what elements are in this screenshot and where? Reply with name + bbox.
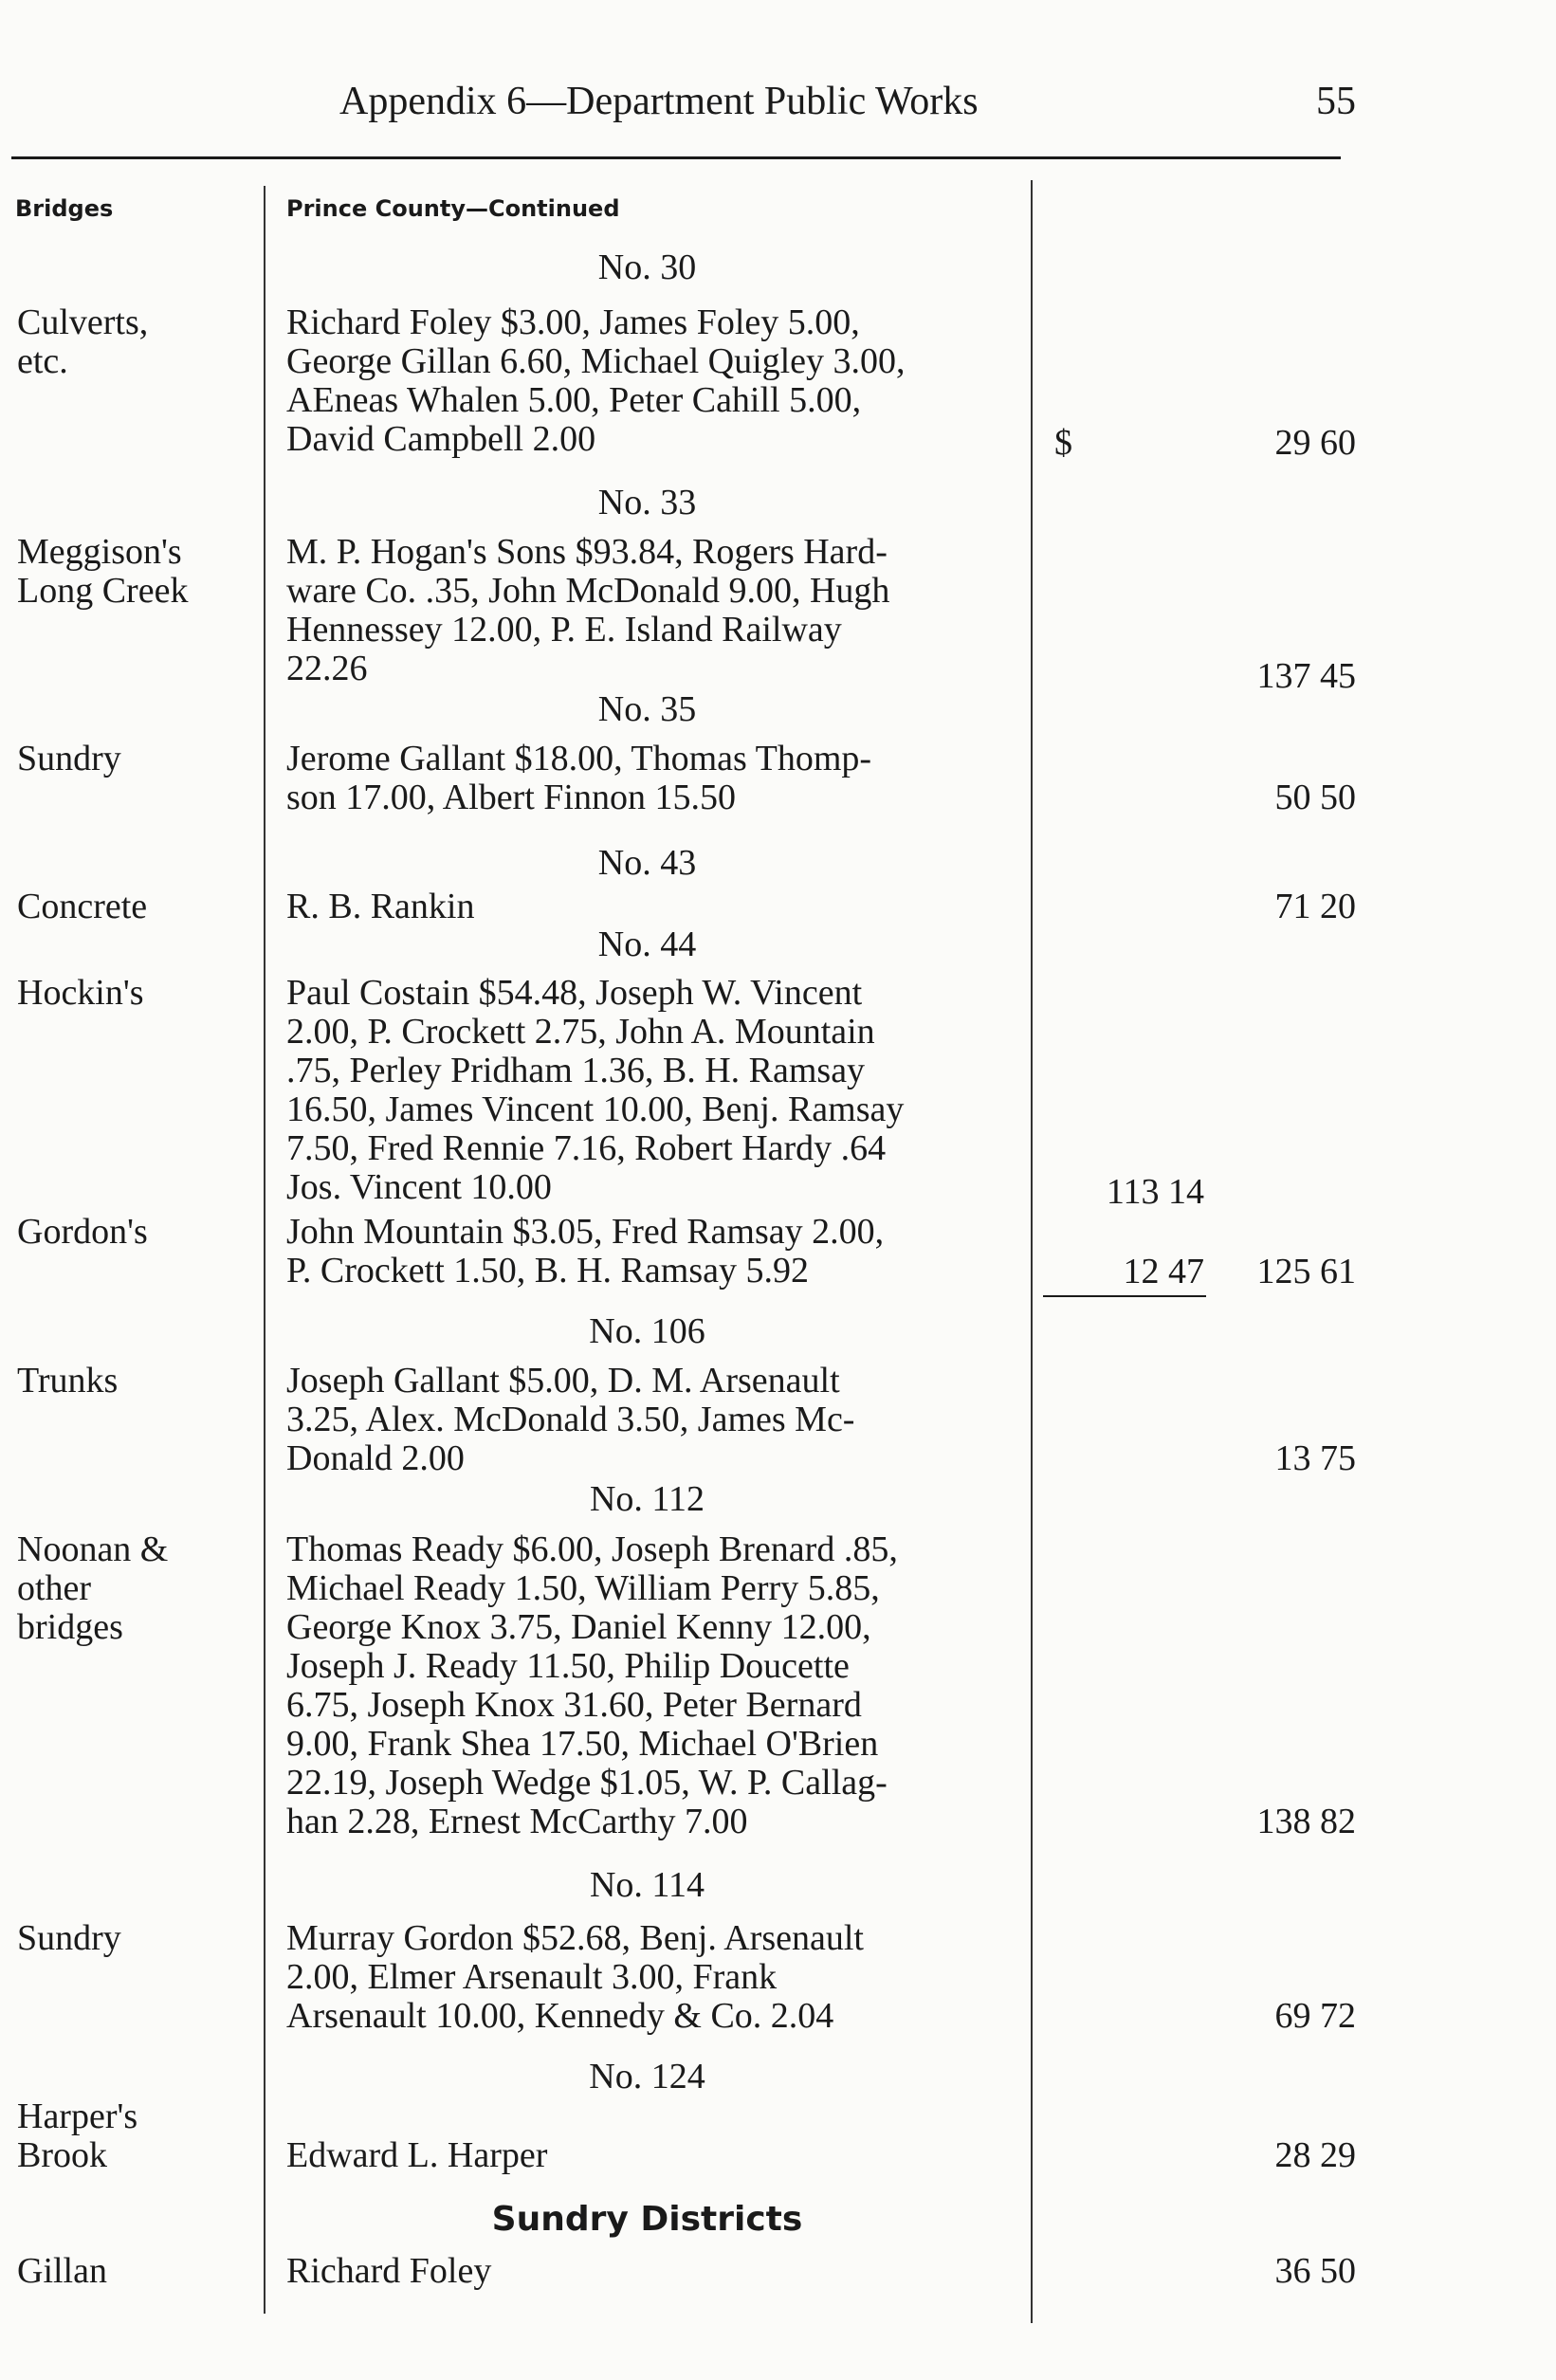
entry-number: No. 33 <box>597 483 697 522</box>
entry-number: No. 124 <box>589 2057 705 2096</box>
entry-line: Donald 2.00 <box>286 1438 465 1478</box>
subtotal-amount: 12 47 <box>1123 1252 1204 1291</box>
entry-line: Paul Costain $54.48, Joseph W. Vincent <box>286 973 863 1013</box>
side-label: Meggison's <box>17 532 182 572</box>
entry-number: No. 114 <box>589 1865 705 1905</box>
entry-line: .75, Perley Pridham 1.36, B. H. Ramsay <box>286 1051 866 1090</box>
entry-number: No. 35 <box>597 689 697 729</box>
entry-line: George Gillan 6.60, Michael Quigley 3.00, <box>286 341 906 381</box>
header-rule <box>11 156 1341 159</box>
subtotal-amount: 113 14 <box>1106 1172 1204 1212</box>
prince-county-heading: Prince County—Continued <box>286 195 620 222</box>
side-label: Concrete <box>17 887 148 926</box>
side-label: Trunks <box>17 1361 119 1401</box>
entry-line: Richard Foley $3.00, James Foley 5.00, <box>286 302 860 342</box>
entry-line: ware Co. .35, John McDonald 9.00, Hugh <box>286 571 890 611</box>
entry-line: son 17.00, Albert Finnon 15.50 <box>286 778 736 817</box>
entry-line: 3.25, Alex. McDonald 3.50, James Mc- <box>286 1400 855 1439</box>
entry-line: Jos. Vincent 10.00 <box>286 1167 552 1207</box>
subtotal-rule <box>1043 1295 1206 1297</box>
page-number: 55 <box>1316 80 1356 123</box>
total-amount: 36 50 <box>1274 2251 1356 2291</box>
entry-line: 2.00, Elmer Arsenault 3.00, Frank <box>286 1957 778 1997</box>
entry-line: 22.19, Joseph Wedge $1.05, W. P. Callag- <box>286 1763 888 1803</box>
total-amount: 71 20 <box>1274 887 1356 926</box>
column-divider-right <box>1031 180 1033 2323</box>
entry-line: 2.00, P. Crockett 2.75, John A. Mountain <box>286 1012 875 1052</box>
entry-line: Michael Ready 1.50, William Perry 5.85, <box>286 1568 880 1608</box>
side-label: Noonan & <box>17 1529 169 1569</box>
currency-symbol: $ <box>1054 423 1072 463</box>
entry-number: No. 106 <box>589 1311 705 1351</box>
side-label: other <box>17 1568 92 1608</box>
section-heading: Sundry Districts <box>491 2200 803 2239</box>
entry-line: han 2.28, Ernest McCarthy 7.00 <box>286 1802 748 1841</box>
side-label: Harper's <box>17 2096 138 2136</box>
entry-line: Hennessey 12.00, P. E. Island Railway <box>286 610 842 650</box>
side-label: Hockin's <box>17 973 144 1013</box>
bridges-column-heading: Bridges <box>15 195 114 222</box>
entry-line: Murray Gordon $52.68, Benj. Arsenault <box>286 1918 864 1958</box>
entry-line: 7.50, Fred Rennie 7.16, Robert Hardy .64 <box>286 1128 887 1168</box>
entry-number: No. 30 <box>597 247 697 287</box>
entry-line: 9.00, Frank Shea 17.50, Michael O'Brien <box>286 1724 879 1764</box>
entry-line: R. B. Rankin <box>286 887 475 926</box>
entry-line: M. P. Hogan's Sons $93.84, Rogers Hard- <box>286 532 888 572</box>
entry-line: 16.50, James Vincent 10.00, Benj. Ramsay <box>286 1089 905 1129</box>
side-label: Gordon's <box>17 1212 148 1252</box>
entry-line: AEneas Whalen 5.00, Peter Cahill 5.00, <box>286 380 862 420</box>
entry-line: 6.75, Joseph Knox 31.60, Peter Bernard <box>286 1685 862 1725</box>
side-label: etc. <box>17 341 68 381</box>
side-label: Sundry <box>17 1918 121 1958</box>
entry-line: George Knox 3.75, Daniel Kenny 12.00, <box>286 1607 871 1647</box>
entry-line: Joseph Gallant $5.00, D. M. Arsenault <box>286 1361 840 1401</box>
entry-line: John Mountain $3.05, Fred Ramsay 2.00, <box>286 1212 885 1252</box>
entry-line: Arsenault 10.00, Kennedy & Co. 2.04 <box>286 1996 834 2036</box>
entry-line: David Campbell 2.00 <box>286 419 596 459</box>
entry-line: Edward L. Harper <box>286 2135 548 2175</box>
side-label: Culverts, <box>17 302 149 342</box>
entry-number: No. 43 <box>597 843 697 883</box>
entry-line: 22.26 <box>286 649 368 688</box>
total-amount: 137 45 <box>1256 656 1356 696</box>
page-title: Appendix 6—Department Public Works <box>339 80 979 123</box>
entry-line: Thomas Ready $6.00, Joseph Brenard .85, <box>286 1529 898 1569</box>
total-amount: 138 82 <box>1256 1802 1356 1841</box>
total-amount: 50 50 <box>1274 778 1356 817</box>
side-label: Brook <box>17 2135 107 2175</box>
total-amount: 69 72 <box>1274 1996 1356 2036</box>
side-label: Long Creek <box>17 571 189 611</box>
entry-line: Richard Foley <box>286 2251 492 2291</box>
entry-line: Joseph J. Ready 11.50, Philip Doucette <box>286 1646 850 1686</box>
side-label: bridges <box>17 1607 123 1647</box>
side-label: Gillan <box>17 2251 107 2291</box>
total-amount: 13 75 <box>1274 1438 1356 1478</box>
entry-line: Jerome Gallant $18.00, Thomas Thomp- <box>286 739 872 778</box>
entry-number: No. 44 <box>597 925 697 964</box>
column-divider-left <box>264 186 265 2314</box>
total-amount: 29 60 <box>1274 423 1356 463</box>
entry-line: P. Crockett 1.50, B. H. Ramsay 5.92 <box>286 1251 809 1291</box>
total-amount: 28 29 <box>1274 2135 1356 2175</box>
side-label: Sundry <box>17 739 121 778</box>
total-amount: 125 61 <box>1256 1252 1356 1291</box>
entry-number: No. 112 <box>589 1479 705 1519</box>
